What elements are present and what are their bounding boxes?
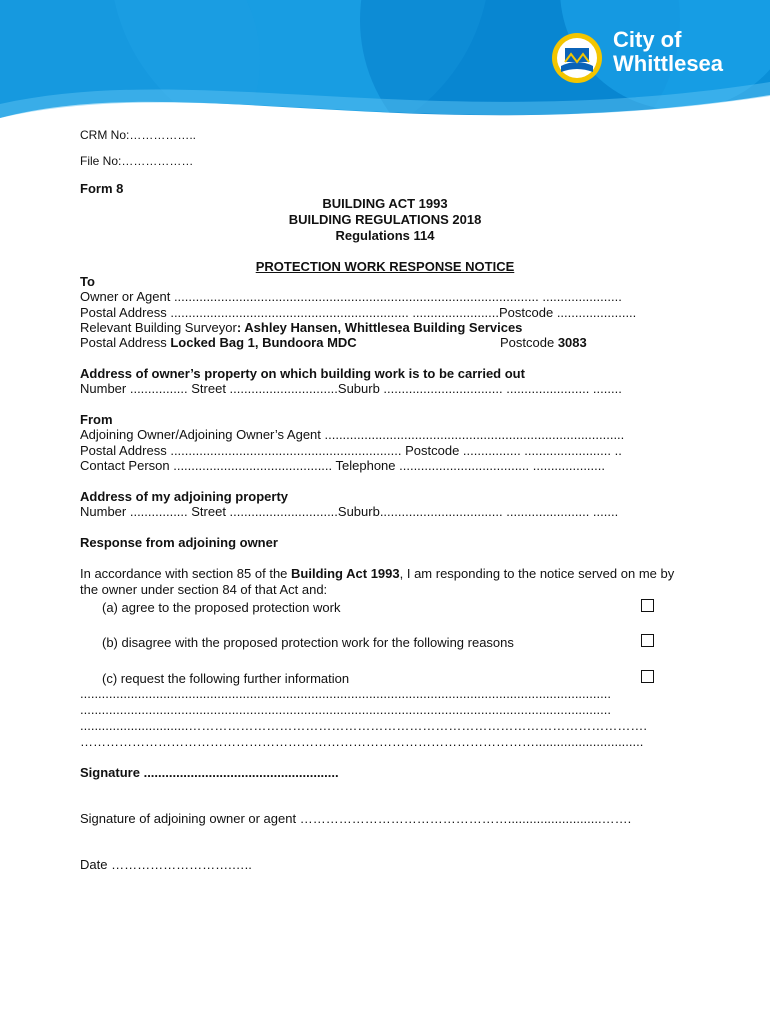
brand-city-of: City of — [613, 27, 682, 52]
act-title: BUILDING ACT 1993 — [322, 196, 448, 211]
owner-signature-line[interactable]: Signature of adjoining owner or agent …………………………………………..........................……. — [80, 811, 632, 826]
brand-whittlesea: Whittlesea — [613, 51, 724, 76]
postal-address-line: Postal Address .................................................................. ........................Postcode ...................... — [80, 305, 637, 320]
response-heading: Response from adjoining owner — [80, 535, 278, 550]
owner-property-heading: Address of owner’s property on which building work is to be carried out — [80, 366, 525, 381]
info-line-3[interactable]: ..............................……………………………………………………………………………………………. — [80, 718, 647, 733]
form-label: Form 8 — [80, 181, 124, 196]
adjoining-owner-line: Adjoining Owner/Adjoining Owner’s Agent ................................................................................... — [80, 427, 625, 442]
surveyor-postal-label: Postal Address — [80, 335, 171, 350]
owner-property-line: Number ................ Street ..............................Suburb ................................. ....................... ........ — [80, 381, 622, 396]
header-banner — [0, 0, 770, 118]
from-heading: From — [80, 412, 113, 427]
surveyor-postcode — [500, 335, 587, 351]
crm-number: CRM No:…………….. — [80, 128, 197, 142]
surveyor-value: : Ashley Hansen, Whittlesea Building Services — [236, 320, 523, 335]
surveyor-postcode-label: Postcode — [500, 335, 558, 350]
signature-dots: ...................................................... — [139, 765, 339, 780]
surveyor-postal-value: Locked Bag 1, Bundoora MDC — [170, 335, 357, 350]
my-property-heading: Address of my adjoining property — [80, 489, 289, 504]
option-a-checkbox[interactable] — [641, 599, 654, 612]
info-line-1[interactable]: ................................................................................................................................................... — [80, 686, 611, 701]
owner-agent-line: Owner or Agent ..................................................................................................... ...................... — [80, 289, 622, 304]
my-property-line: Number ................ Street ..............................Suburb.................................. ....................... ....... — [80, 504, 619, 519]
signature-label: Signature — [80, 765, 140, 780]
response-paragraph — [80, 566, 692, 598]
signature-line[interactable] — [80, 765, 339, 781]
surveyor-line — [80, 320, 522, 336]
option-b-checkbox[interactable] — [641, 634, 654, 647]
response-paragraph-act: Building Act 1993 — [291, 566, 400, 581]
city-logo — [551, 28, 741, 86]
regulation-number: Regulations 114 — [335, 228, 435, 243]
whittlesea-emblem-icon — [551, 32, 603, 84]
option-c-label: (c) request the following further information — [102, 671, 350, 686]
option-a-label: (a) agree to the proposed protection work — [102, 600, 341, 615]
to-heading: To — [80, 274, 95, 289]
response-paragraph-prefix: In accordance with section 85 of the — [80, 566, 292, 581]
surveyor-postcode-value: 3083 — [557, 335, 587, 350]
surveyor-postal-line — [80, 335, 357, 351]
info-line-4[interactable]: …………………………………………………………………………………………….............................. — [80, 734, 644, 749]
surveyor-label: Relevant Building Surveyor — [80, 320, 237, 335]
option-b-label: (b) disagree with the proposed protection work for the following reasons — [102, 635, 514, 650]
regulations-title: BUILDING REGULATIONS 2018 — [288, 212, 482, 227]
response-paragraph-suffix: , I am responding to the notice served on me by the owner under section 84 of that Act and: — [80, 566, 675, 597]
from-postal-line: Postal Address ................................................................ Postcode ................ ........................ .. — [80, 443, 622, 458]
option-c-checkbox[interactable] — [641, 670, 654, 683]
contact-person-line: Contact Person ............................................ Telephone .................................... .................... — [80, 458, 605, 473]
date-line[interactable]: Date ……………………….….. — [80, 857, 252, 872]
notice-title: PROTECTION WORK RESPONSE NOTICE — [255, 259, 515, 274]
file-number: File No:……………… — [80, 154, 194, 168]
info-line-2[interactable]: ................................................................................................................................................... — [80, 702, 611, 717]
